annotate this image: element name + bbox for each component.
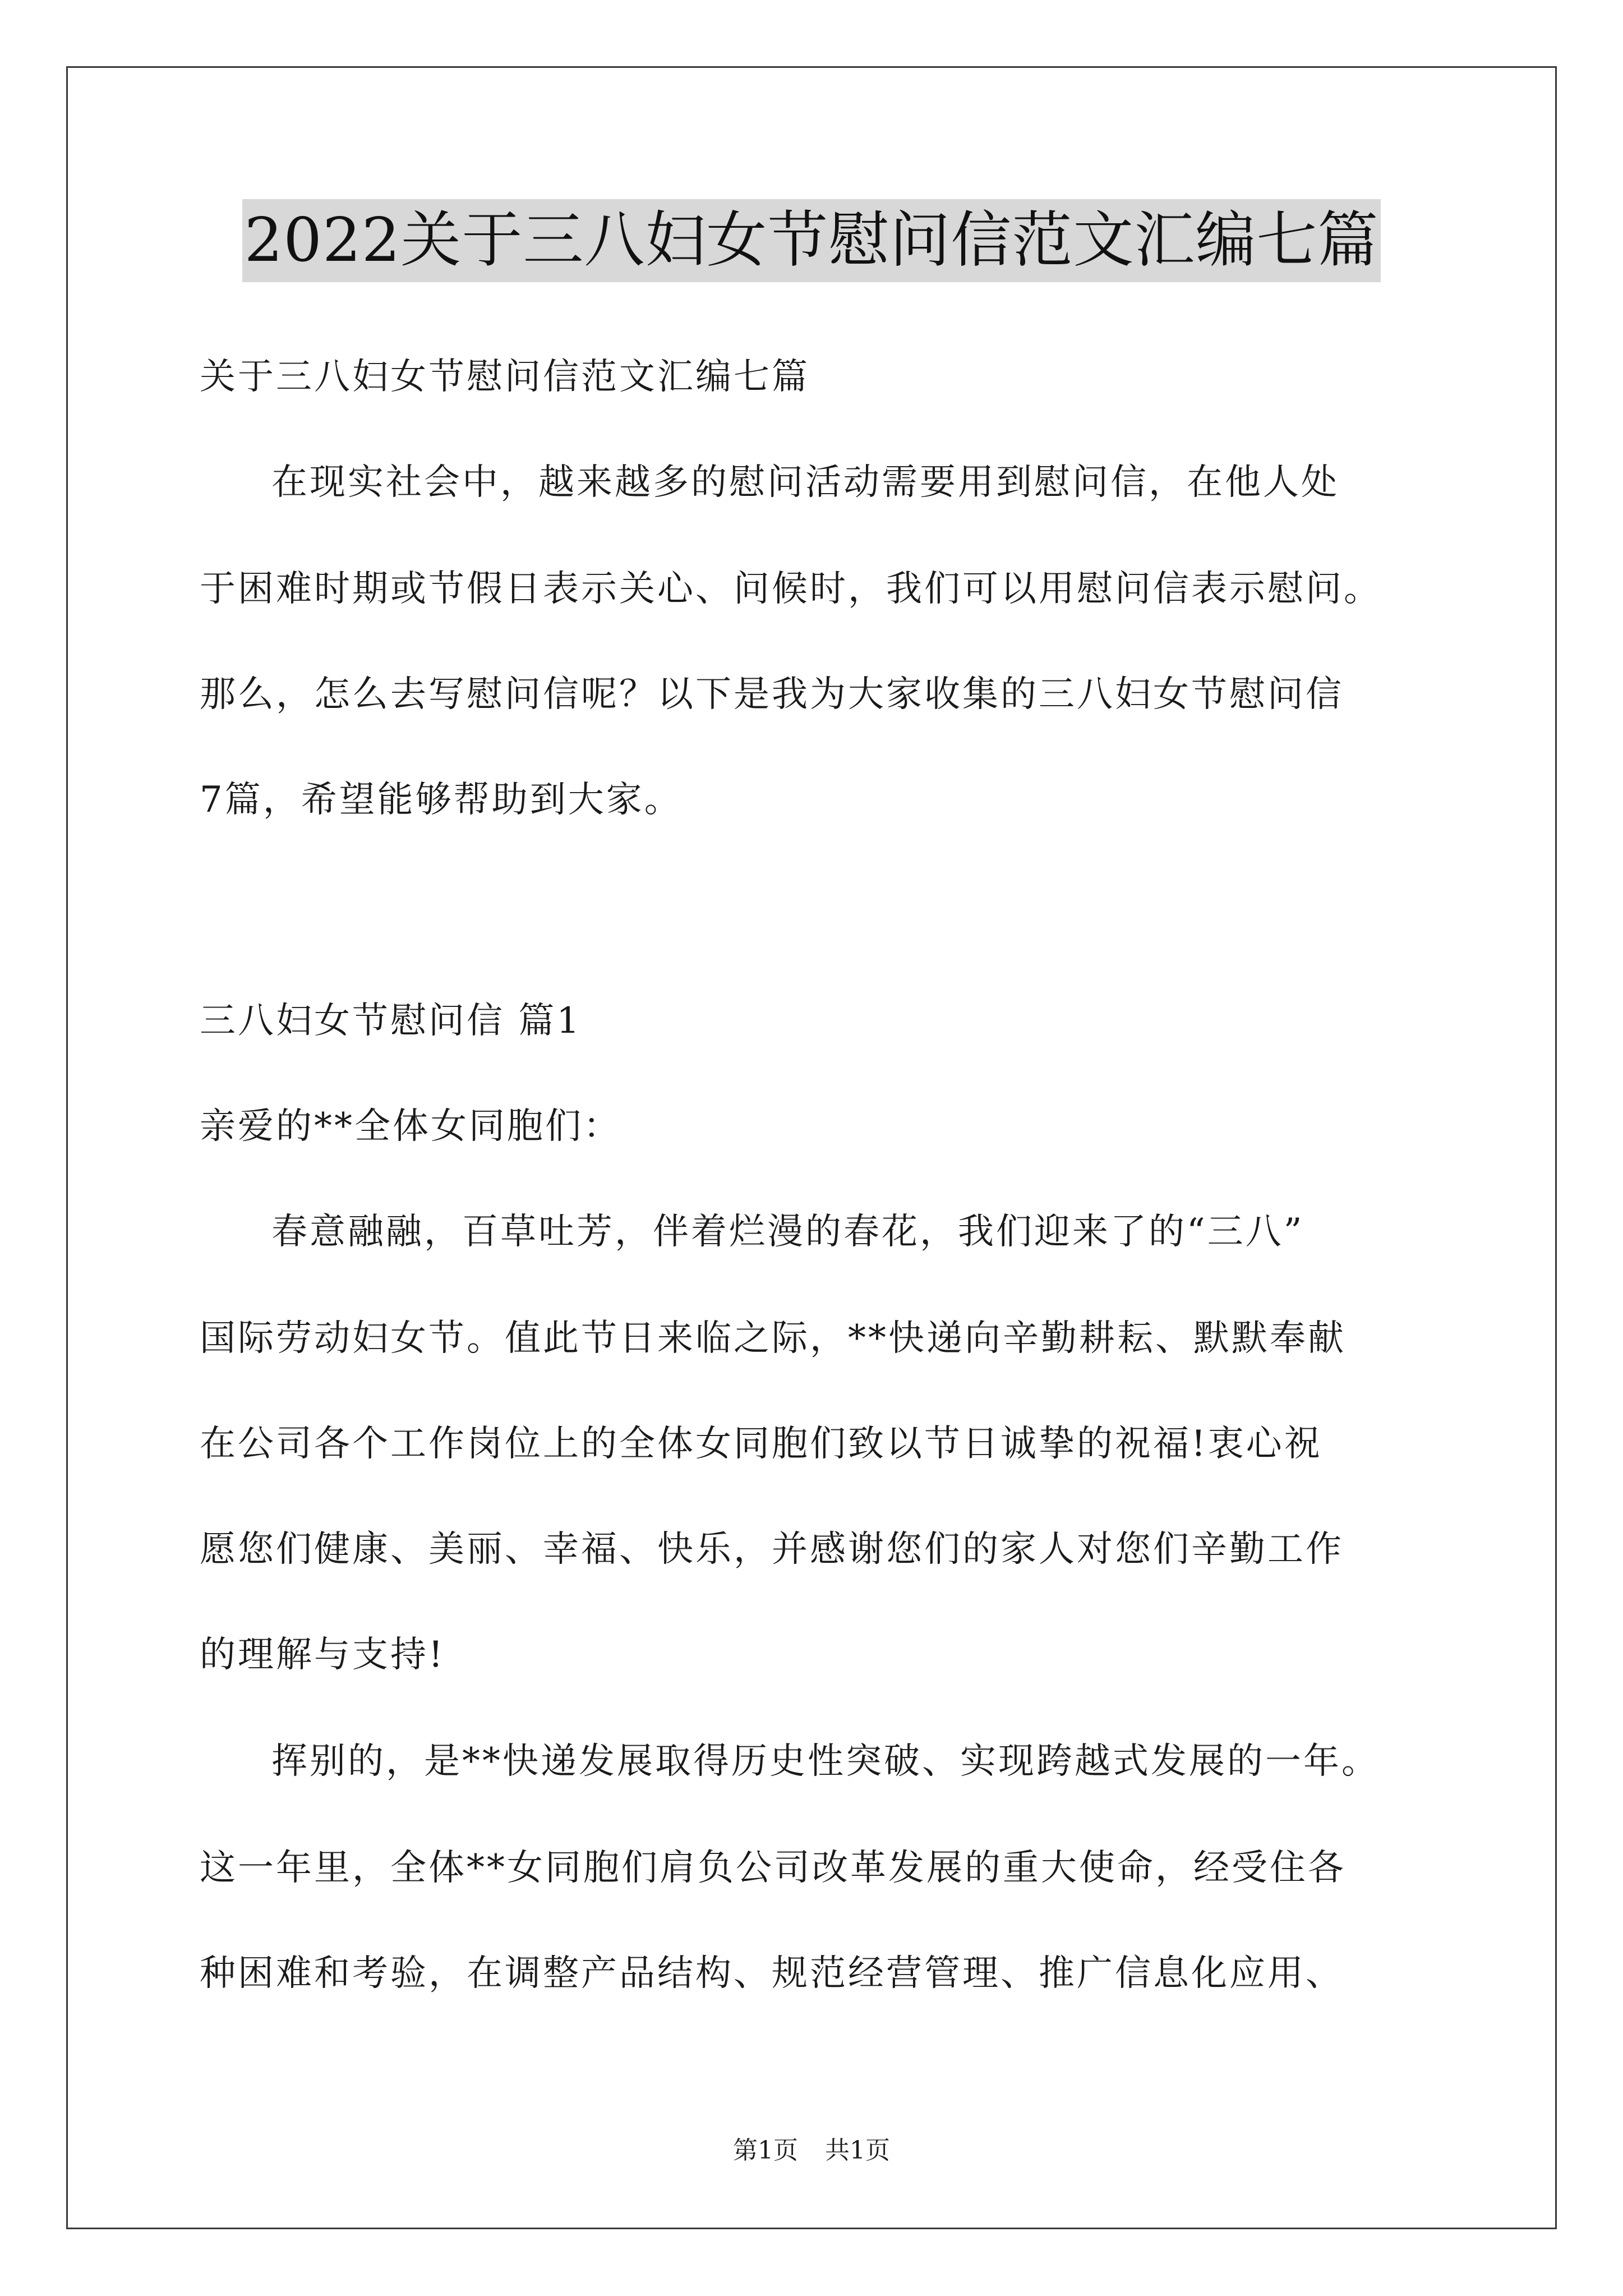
paragraph1-line-1: 春意融融，百草吐芳，伴着烂漫的春花，我们迎来了的“三八” (271, 1211, 1304, 1253)
document-title: 2022关于三八妇女节慰问信范文汇编七篇 (242, 199, 1381, 282)
document-subtitle: 关于三八妇女节慰问信范文汇编七篇 (200, 356, 810, 398)
intro-line-2: 于困难时期或节假日表示关心、问候时，我们可以用慰问信表示慰问。 (200, 568, 1382, 610)
paragraph1-line-2: 国际劳动妇女节。值此节日来临之际，**快递向辛勤耕耘、默默奉献 (200, 1318, 1346, 1359)
intro-line-1: 在现实社会中，越来越多的慰问活动需要用到慰问信，在他人处 (271, 462, 1339, 503)
page-footer (0, 2135, 1623, 2166)
intro-line-4: 7篇，希望能够帮助到大家。 (200, 779, 683, 821)
title-container (0, 199, 1623, 282)
page-total: 共1页 (825, 2136, 890, 2165)
intro-line-3: 那么，怎么去写慰问信呢？以下是我为大家收集的三八妇女节慰问信 (200, 674, 1344, 715)
paragraph1-line-3: 在公司各个工作岗位上的全体女同胞们致以节日诚挚的祝福!衷心祝 (200, 1423, 1322, 1465)
paragraph1-line-4: 愿您们健康、美丽、幸福、快乐，并感谢您们的家人对您们辛勤工作 (200, 1529, 1344, 1570)
paragraph1-line-5: 的理解与支持! (200, 1634, 445, 1676)
paragraph2-line-2: 这一年里，全体**女同胞们肩负公司改革发展的重大使命，经受住各 (200, 1847, 1346, 1889)
section-heading: 三八妇女节慰问信 篇1 (200, 1000, 582, 1042)
paragraph2-line-3: 种困难和考验，在调整产品结构、规范经营管理、推广信息化应用、 (200, 1953, 1344, 1994)
page-number: 第1页 (733, 2136, 798, 2165)
paragraph2-line-1: 挥别的，是**快递发展取得历史性突破、实现跨越式发展的一年。 (271, 1741, 1380, 1782)
salutation: 亲爱的**全体女同胞们： (200, 1106, 621, 1147)
